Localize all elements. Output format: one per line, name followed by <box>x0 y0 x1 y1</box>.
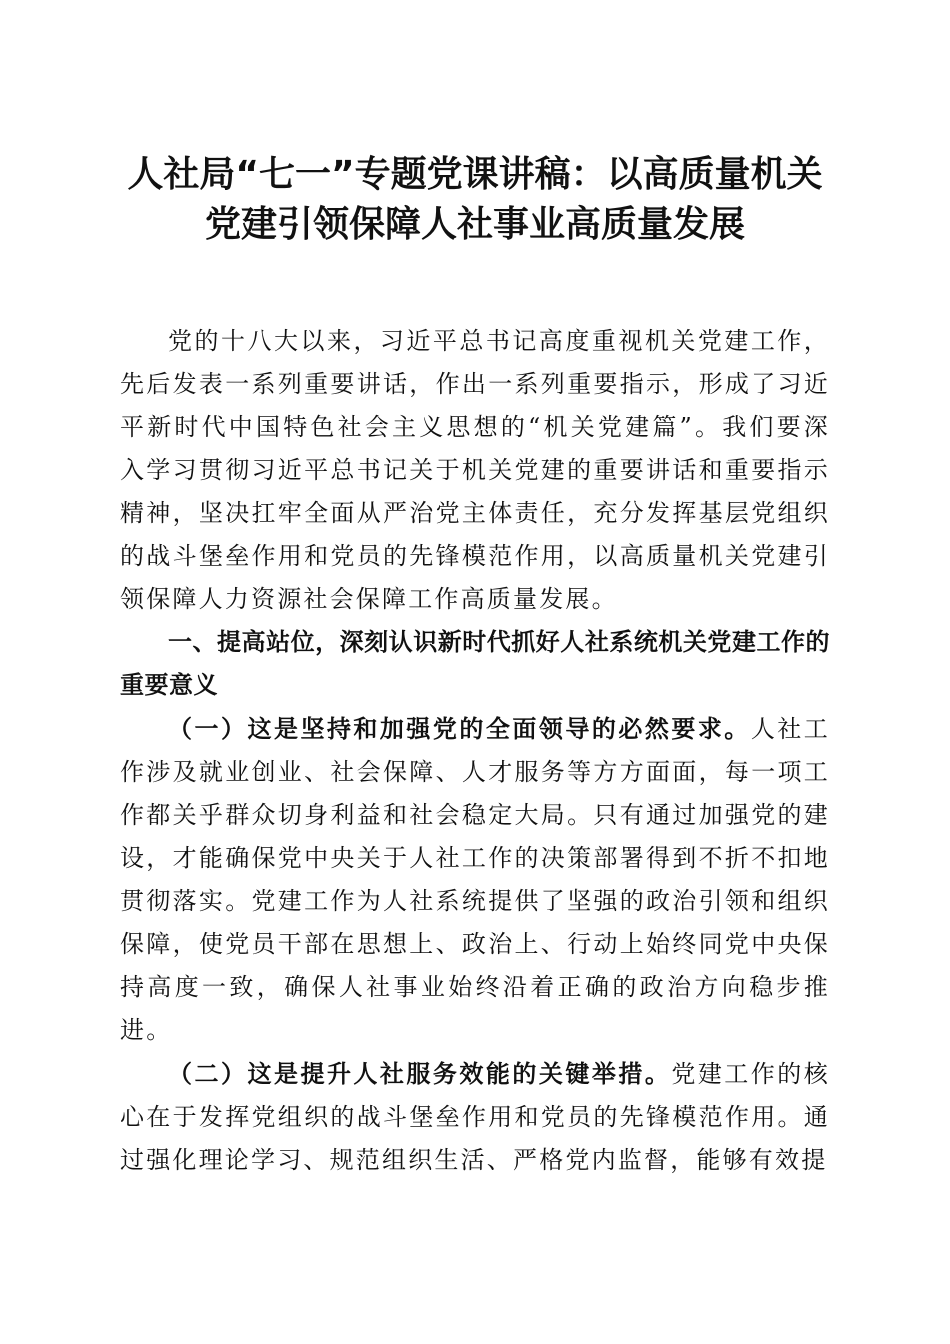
point-1-paragraph <box>120 707 830 1052</box>
title-line-2: 党建引领保障人社事业高质量发展 <box>204 204 745 245</box>
intro-paragraph: 党的十八大以来，习近平总书记高度重视机关党建工作，先后发表一系列重要讲话，作出一系列重要指示，形成了习近平新时代中国特色社会主义思想的“机关党建篇”。我们要深入学习贯彻习近平总书记关于机关党建的重要讲话和重要指示精神，坚决扛牢全面从严治党主体责任，充分发挥基层党组织的战斗堡垒作用和党员的先锋模范作用，以高质量机关党建引领保障人力资源社会保障工作高质量发展。 <box>120 327 830 613</box>
document-title <box>120 150 830 250</box>
document-body <box>120 320 830 1182</box>
point-2-lead: （二）这是提升人社服务效能的关键举措。 <box>168 1059 672 1088</box>
point-1-lead: （一）这是坚持和加强党的全面领导的必然要求。 <box>168 714 751 743</box>
document-page <box>120 150 830 1182</box>
point-1-body: 人社工作涉及就业创业、社会保障、人才服务等方方面面，每一项工作都关乎群众切身利益和社会稳定大局。只有通过加强党的建设，才能确保党中央关于人社工作的决策部署得到不折不扣地贯彻落实。党建工作为人社系统提供了坚强的政治引领和组织保障，使党员干部在思想上、政治上、行动上始终同党中央保持高度一致，确保人社事业始终沿着正确的政治方向稳步推进。 <box>120 715 830 1044</box>
title-line-1: 人社局“七一”专题党课讲稿：以高质量机关 <box>127 154 823 195</box>
point-2-body: 党建工作的核心在于发挥党组织的战斗堡垒作用和党员的先锋模范作用。通过强化理论学习、规范组织生活、严格党内监督，能够有效提 <box>120 1060 830 1174</box>
section-1-heading: 一、提高站位，深刻认识新时代抓好人社系统机关党建工作的重要意义 <box>120 628 830 699</box>
point-2-paragraph <box>120 1052 830 1182</box>
